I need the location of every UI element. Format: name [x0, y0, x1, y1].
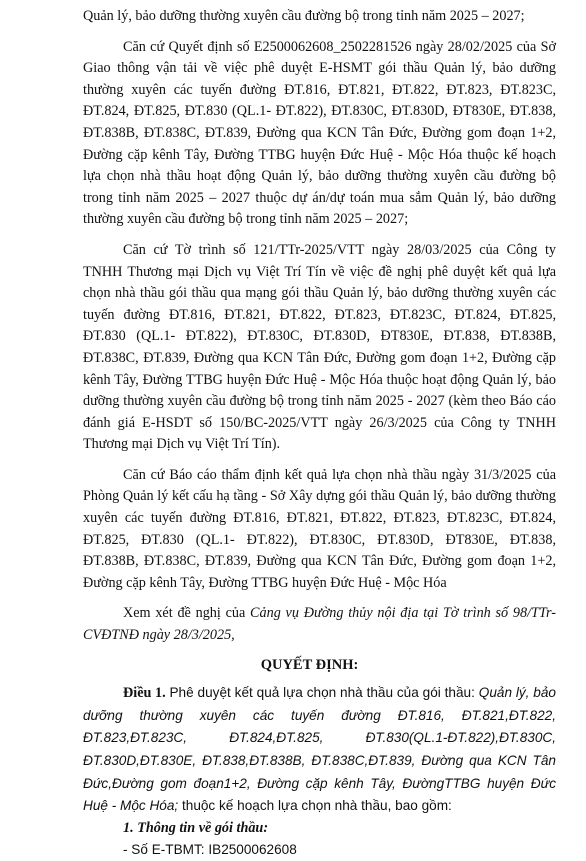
decision-title: QUYẾT ĐỊNH:	[260, 656, 359, 673]
article-1	[83, 682, 556, 818]
paragraph-can-cu-to-trinh: Căn cứ Tờ trình số 121/TTr-2025/VTT ngày 28/03/2025 của Công ty TNHH Thương mại Dịch vụ Việt Trí Tín về việc đề nghị phê duyệt kết quả lựa chọn nhà thầu gói thầu qua mạng gói thầu Quản lý, bảo dưỡng thường xuyên các tuyến đường ĐT.816, ĐT.821, ĐT.822, ĐT.823, ĐT.823C, ĐT.824, ĐT.825, ĐT.830 (QL.1- ĐT.822), ĐT.830C, ĐT.830D, ĐT830E, ĐT.838, ĐT.838B, ĐT.838C, ĐT.839, Đường qua KCN Tân Đức, Đường gom đoạn 1+2, Đường cặp kênh Tây, Đường TTBG huyện Đức Huệ - Mộc Hóa thuộc hoạt động Quản lý, bảo dưỡng thường xuyên cầu đường bộ trong tỉnh năm 2025 - 2027 (kèm theo Báo cáo đánh giá E-HSDT số 150/BC-2025/VTT ngày 26/3/2025 của Công ty TNHH Thương mại Dịch vụ Việt Trí Tín).	[83, 241, 556, 453]
item-tbmt-number: - Số E-TBMT: IB2500062608	[123, 842, 297, 858]
article-1-package-name: Quản lý, bảo dưỡng thường xuyên các tuyến đường ĐT.816, ĐT.821,ĐT.822, ĐT.823,ĐT.823C, ĐT.824,ĐT.825, ĐT.830(QL.1-ĐT.822),ĐT.830C, ĐT.830D,ĐT.830E, ĐT.838,ĐT.838B, ĐT.838C,ĐT.839, Đường qua KCN Tân Đức,Đường gom đoạn1+2, Đường cặp kênh Tây, ĐườngTTBG huyện Đức Huệ - Mộc Hóa;	[83, 685, 556, 814]
xem-xet-prefix: Xem xét đề nghị của	[123, 605, 251, 622]
paragraph-intro-tail: Quản lý, bảo dưỡng thường xuyên cầu đường bộ trong tỉnh năm 2025 – 2027;	[83, 8, 525, 24]
article-1-text: Phê duyệt kết quả lựa chọn nhà thầu của gói thầu:	[165, 685, 479, 701]
article-1-label: Điều 1.	[123, 685, 166, 702]
section-1-heading: 1. Thông tin về gói thầu:	[123, 819, 269, 836]
article-1-suffix: thuộc kế hoạch lựa chọn nhà thầu, bao gồm:	[178, 798, 452, 814]
xem-xet-italic: Cảng vụ Đường thủy nội địa tại Tờ trình số 98/TTr-CVĐTNĐ ngày 28/3/2025,	[83, 605, 556, 644]
paragraph-xem-xet	[83, 603, 556, 646]
paragraph-can-cu-bao-cao: Căn cứ Báo cáo thẩm định kết quả lựa chọn nhà thầu ngày 31/3/2025 của Phòng Quản lý kết cấu hạ tầng - Sở Xây dựng gói thầu Quản lý, bảo dưỡng thường xuyên các tuyến đường ĐT.816, ĐT.821, ĐT.822, ĐT.823, ĐT.823C, ĐT.824, ĐT.825, ĐT.830 (QL.1- ĐT.822), ĐT.830C, ĐT.830D, ĐT830E, ĐT.838, ĐT.838B, ĐT.838C, ĐT.839, Đường qua KCN Tân Đức, Đường gom đoạn 1+2, Đường cặp kênh Tây, Đường TTBG huyện Đức Huệ - Mộc Hóa	[83, 466, 556, 591]
paragraph-can-cu-quyet-dinh: Căn cứ Quyết định số E2500062608_2502281526 ngày 28/02/2025 của Sở Giao thông vận tải về việc phê duyệt E-HSMT gói thầu Quản lý, bảo dưỡng thường xuyên các tuyến đường ĐT.816, ĐT.821, ĐT.822, ĐT.823, ĐT.823C, ĐT.824, ĐT.825, ĐT.830 (QL.1- ĐT.822), ĐT.830C, ĐT.830D, ĐT830E, ĐT.838, ĐT.838B, ĐT.838C, ĐT.839, Đường qua KCN Tân Đức, Đường gom đoạn 1+2, Đường cặp kênh Tây, Đường TTBG huyện Đức Huệ - Mộc Hóa thuộc kế hoạch lựa chọn nhà thầu hoạt động Quản lý, bảo dưỡng thường xuyên cầu đường bộ trong tỉnh năm 2025 – 2027 thuộc dự án/dự toán mua sắm Quản lý, bảo dưỡng thường xuyên cầu đường bộ trong tỉnh năm 2025 – 2027;	[83, 38, 556, 228]
